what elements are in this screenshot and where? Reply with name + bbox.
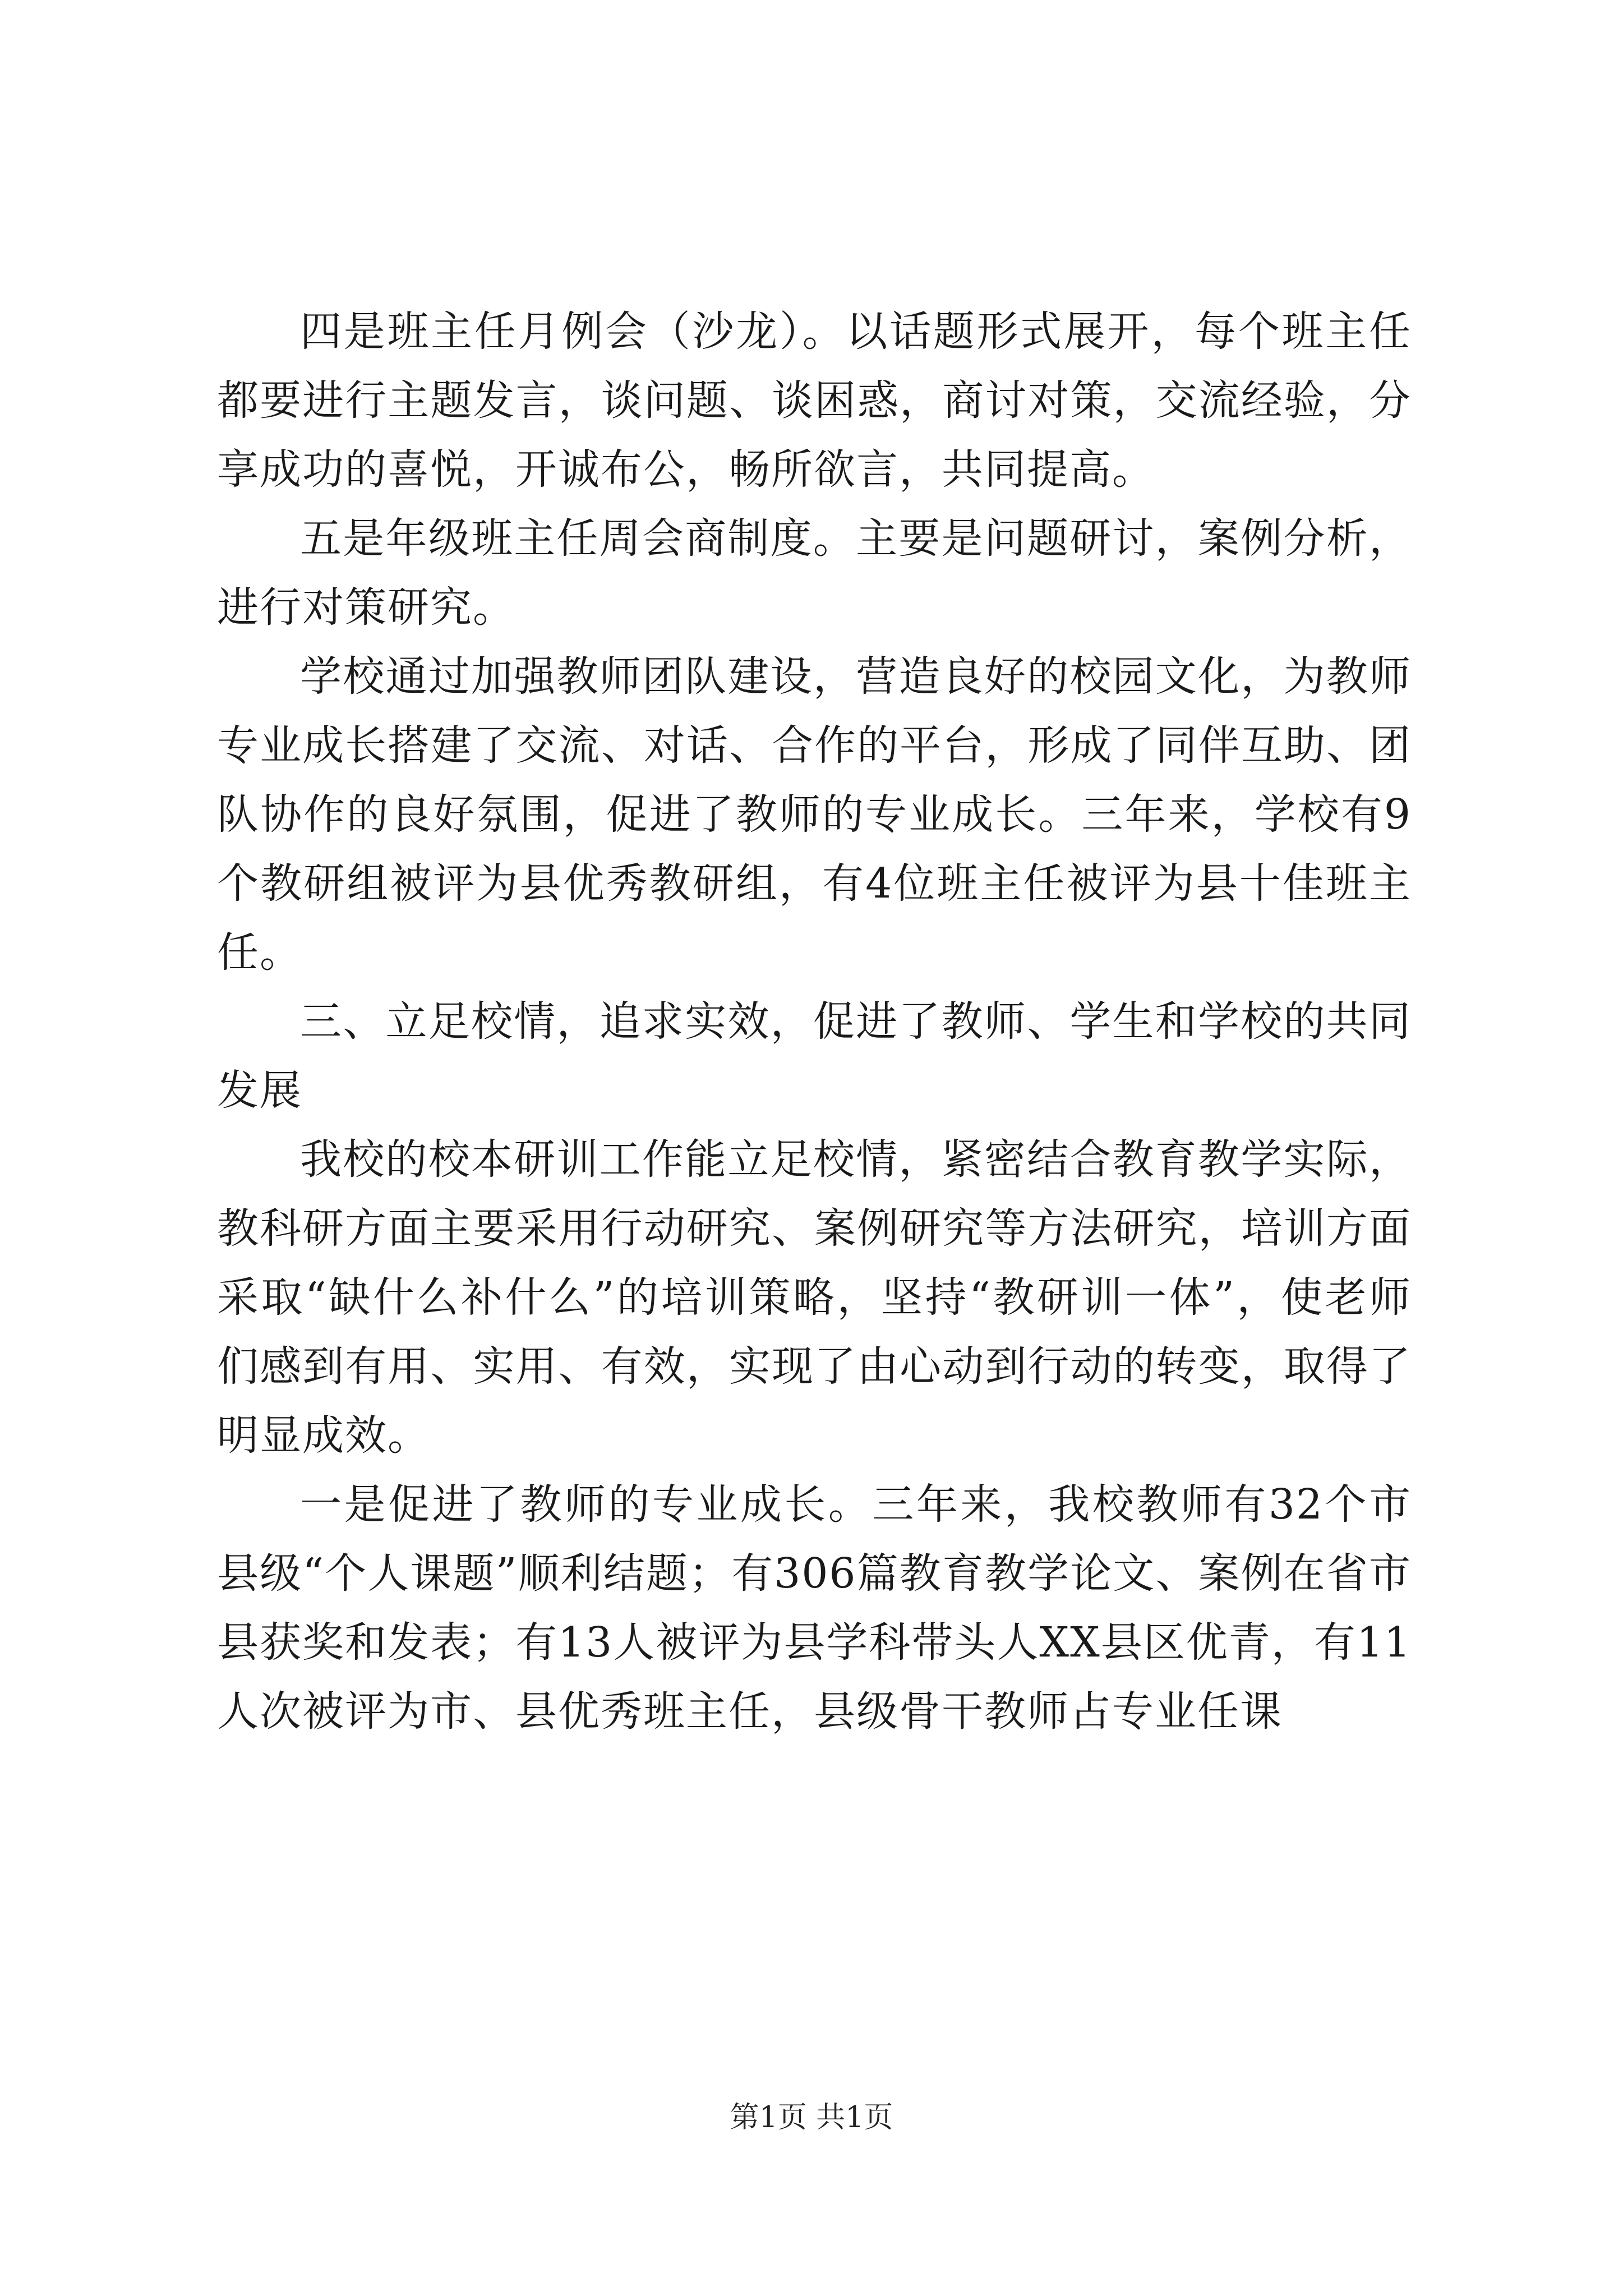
paragraph-teacher-growth: 一是促进了教师的专业成长。三年来，我校教师有32个市县级“个人课题”顺利结题；有306篇教育教学论文、案例在省市县获奖和发表；有13人被评为县学科带头人XX县区优青，有11人次被评为市、县优秀班主任，县级骨干教师占专业任课: [217, 1480, 1412, 1736]
section-heading-three: 三、立足校情，追求实效，促进了教师、学生和学校的共同发展: [217, 997, 1412, 1115]
page-footer: 第1页 共1页: [730, 2101, 893, 2134]
paragraph-weekly-meeting: 五是年级班主任周会商制度。主要是问题研讨，案例分析，进行对策研究。: [217, 514, 1412, 632]
paragraph-monthly-meeting: 四是班主任月例会（沙龙）。以话题形式展开，每个班主任都要进行主题发言，谈问题、谈困惑，商讨对策，交流经验，分享成功的喜悦，开诚布公，畅所欲言，共同提高。: [217, 307, 1412, 494]
paragraph-school-training: 我校的校本研训工作能立足校情，紧密结合教育教学实际，教科研方面主要采用行动研究、案例研究等方法研究，培训方面采取“缺什么补什么”的培训策略，坚持“教研训一体”，使老师们感到有用、实用、有效，实现了由心动到行动的转变，取得了明显成效。: [217, 1135, 1412, 1460]
document-body: [217, 297, 1412, 1746]
paragraph-team-building: 学校通过加强教师团队建设，营造良好的校园文化，为教师专业成长搭建了交流、对话、合作的平台，形成了同伴互助、团队协作的良好氛围，促进了教师的专业成长。三年来，学校有9个教研组被评为县优秀教研组，有4位班主任被评为县十佳班主任。: [217, 652, 1412, 977]
